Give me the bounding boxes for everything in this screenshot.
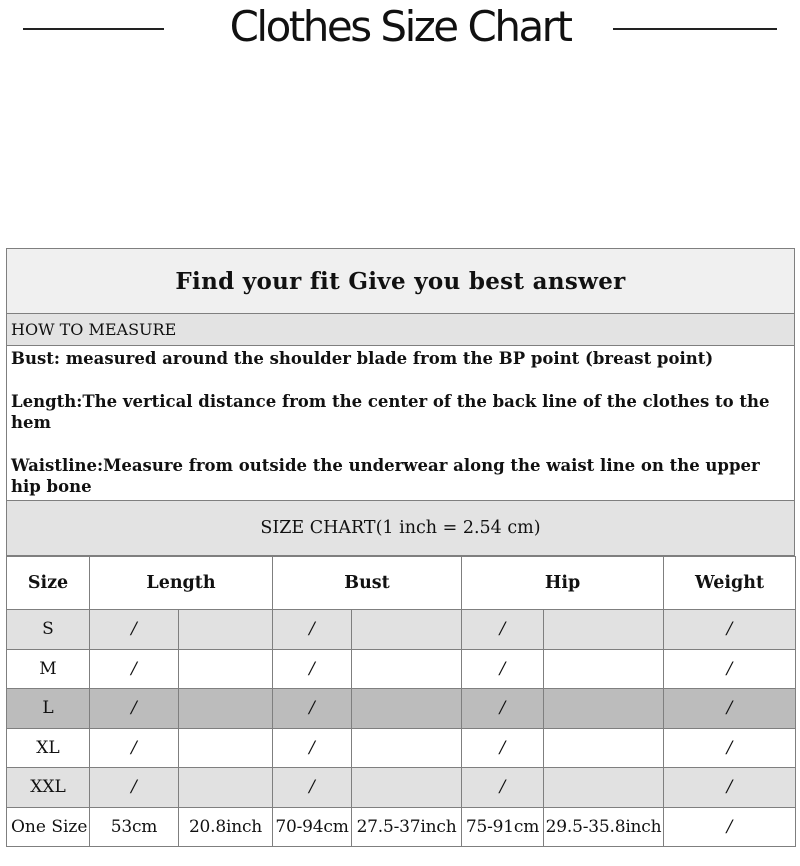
info-table (6, 248, 795, 556)
size-cell: L (7, 689, 90, 729)
size-cell: XL (7, 728, 90, 768)
size-chart-heading: SIZE CHART(1 inch = 2.54 cm) (7, 501, 795, 556)
bust-cm-cell: / (273, 610, 352, 650)
hip-cm-cell: / (462, 728, 544, 768)
size-grid (6, 556, 796, 847)
bust-cm-cell: / (273, 768, 352, 808)
bust-inch-cell (352, 689, 462, 729)
size-cell: One Size (7, 807, 90, 847)
bust-cm-cell: 70-94cm (273, 807, 352, 847)
hip-inch-cell (544, 768, 664, 808)
size-cell: XXL (7, 768, 90, 808)
bust-inch-cell (352, 610, 462, 650)
bust-cm-cell: / (273, 689, 352, 729)
table-row (7, 768, 796, 808)
hip-cm-cell: / (462, 610, 544, 650)
bust-inch-cell (352, 728, 462, 768)
bust-instruction: Bust: measured around the shoulder blade from the BP point (breast point) (11, 349, 714, 368)
length-instruction: Length:The vertical distance from the center of the back line of the clothes to the hem (11, 392, 770, 432)
how-to-measure-heading: HOW TO MEASURE (7, 314, 795, 346)
hip-cm-cell: 75-91cm (462, 807, 544, 847)
hip-inch-cell (544, 689, 664, 729)
table-row (7, 689, 796, 729)
title-divider-right (613, 28, 777, 30)
weight-cell: / (664, 649, 796, 689)
table-row (7, 610, 796, 650)
length-inch-cell (179, 728, 273, 768)
length-cm-cell: / (90, 649, 179, 689)
length-inch-cell (179, 768, 273, 808)
column-header-size: Size (7, 557, 90, 610)
size-cell: S (7, 610, 90, 650)
column-header-length: Length (90, 557, 273, 610)
table-row (7, 807, 796, 847)
column-header-bust: Bust (273, 557, 462, 610)
waistline-instruction: Waistline:Measure from outside the underwear along the waist line on the upper hip bone (11, 456, 760, 496)
hip-cm-cell: / (462, 689, 544, 729)
size-cell: M (7, 649, 90, 689)
length-inch-cell (179, 649, 273, 689)
length-cm-cell: / (90, 768, 179, 808)
column-header-hip: Hip (462, 557, 664, 610)
length-inch-cell (179, 689, 273, 729)
table-row (7, 728, 796, 768)
bust-inch-cell: 27.5-37inch (352, 807, 462, 847)
banner: Find your fit Give you best answer (7, 249, 795, 314)
bust-cm-cell: / (273, 649, 352, 689)
hip-inch-cell (544, 728, 664, 768)
table-row (7, 649, 796, 689)
hip-cm-cell: / (462, 768, 544, 808)
measure-instructions (7, 346, 795, 501)
size-chart-sheet (6, 248, 795, 847)
length-cm-cell: / (90, 689, 179, 729)
weight-cell: / (664, 610, 796, 650)
bust-inch-cell (352, 649, 462, 689)
weight-cell: / (664, 689, 796, 729)
length-inch-cell: 20.8inch (179, 807, 273, 847)
weight-cell: / (664, 728, 796, 768)
hip-inch-cell: 29.5-35.8inch (544, 807, 664, 847)
hip-cm-cell: / (462, 649, 544, 689)
length-cm-cell: / (90, 610, 179, 650)
length-cm-cell: 53cm (90, 807, 179, 847)
table-header-row (7, 557, 796, 610)
column-header-weight: Weight (664, 557, 796, 610)
title-row (0, 0, 800, 60)
bust-inch-cell (352, 768, 462, 808)
length-inch-cell (179, 610, 273, 650)
page-title: Clothes Size Chart (229, 2, 571, 51)
hip-inch-cell (544, 610, 664, 650)
bust-cm-cell: / (273, 728, 352, 768)
weight-cell: / (664, 807, 796, 847)
weight-cell: / (664, 768, 796, 808)
length-cm-cell: / (90, 728, 179, 768)
hip-inch-cell (544, 649, 664, 689)
